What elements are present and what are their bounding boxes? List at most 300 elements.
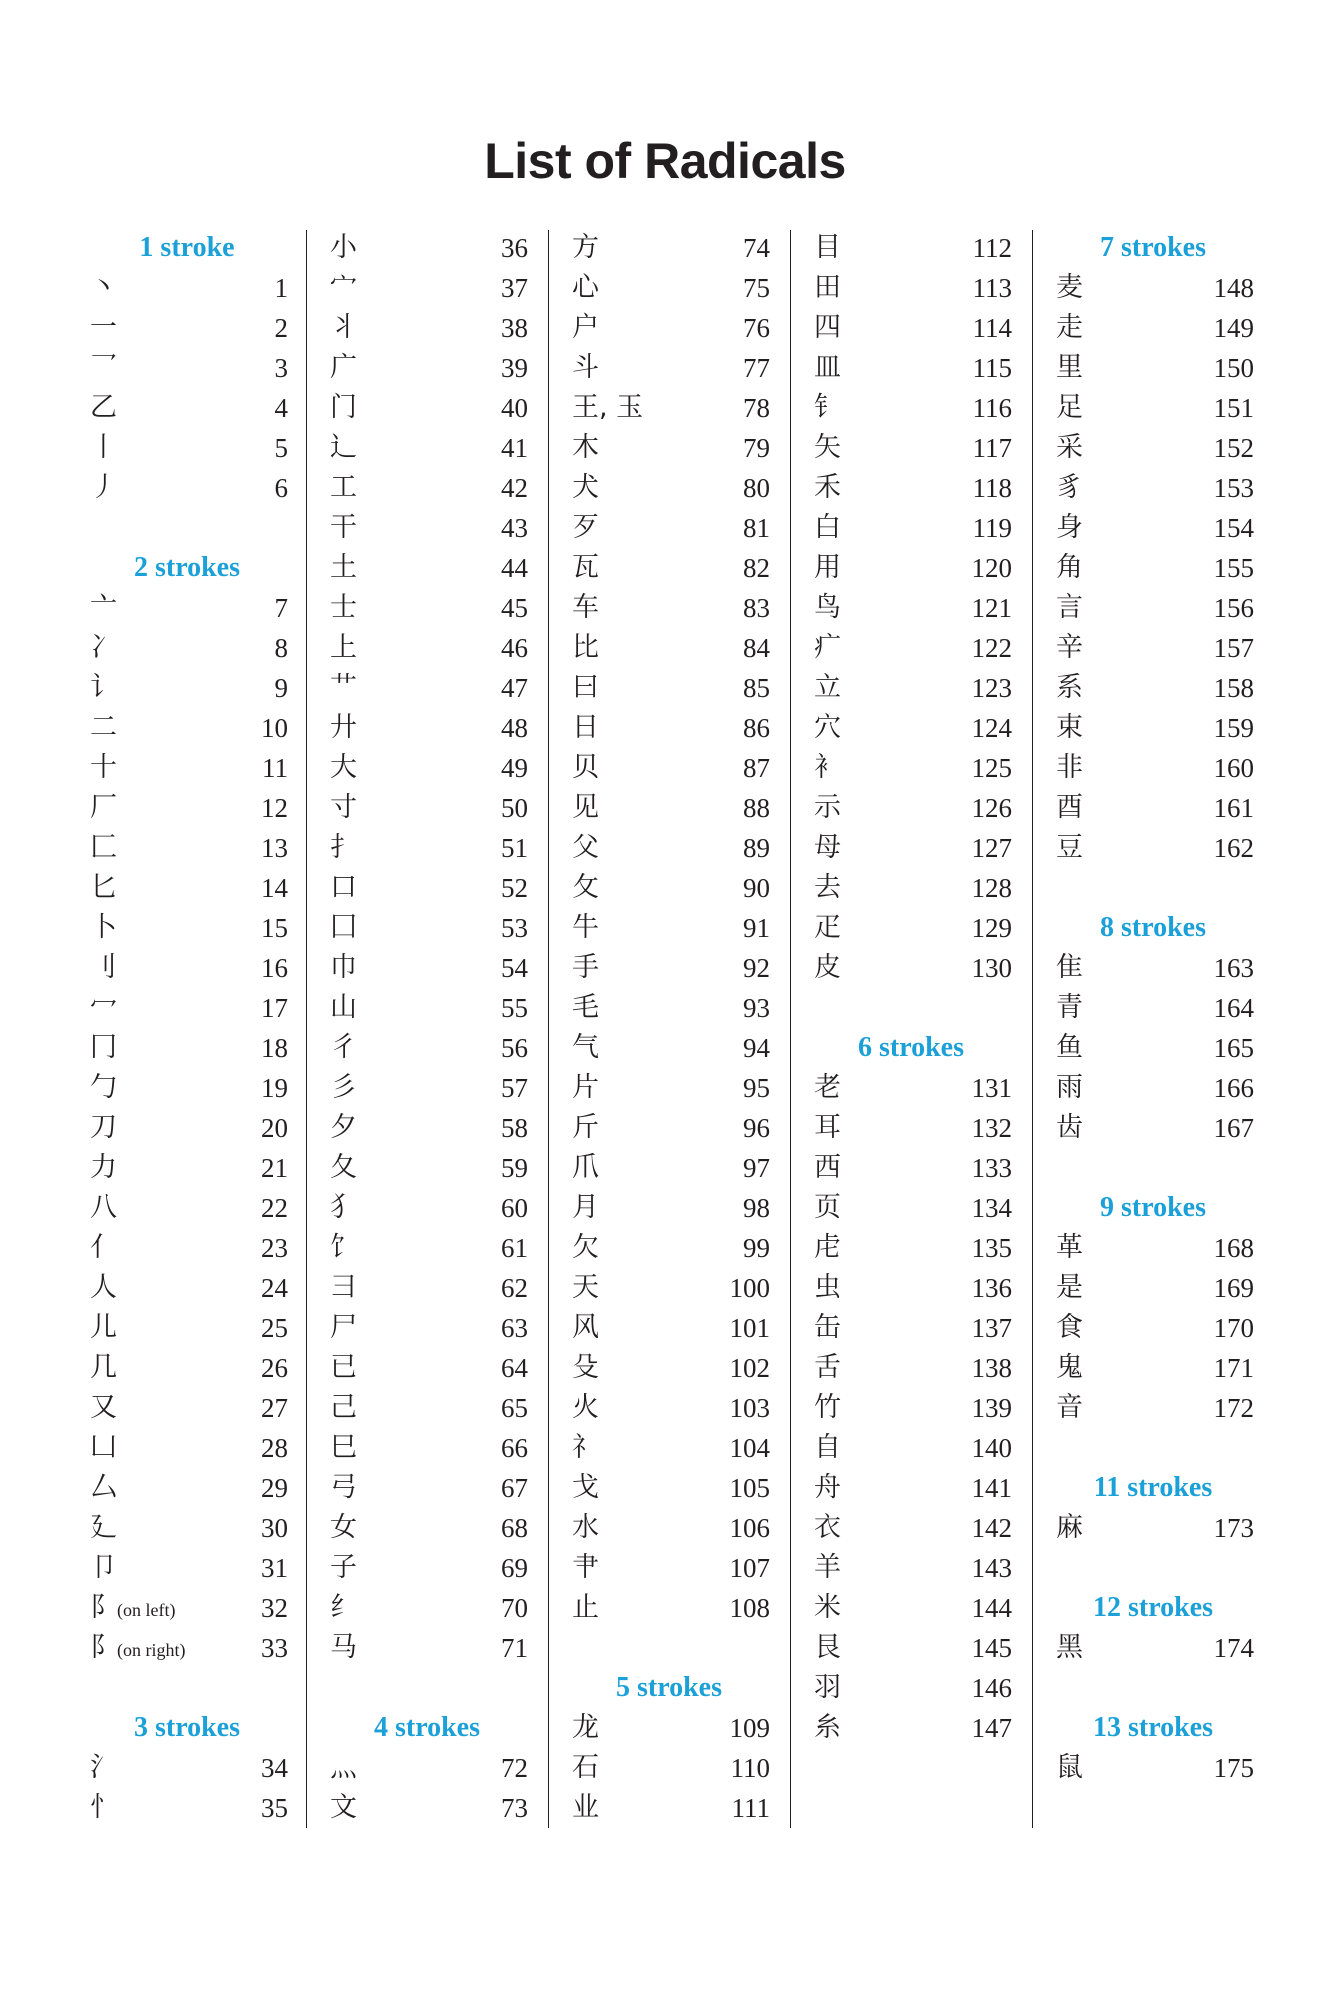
radical-column-4 — [806, 228, 1016, 1748]
radical-row — [322, 1308, 532, 1348]
radical-row — [322, 1148, 532, 1188]
radical-character — [1056, 828, 1083, 868]
radical-row — [322, 588, 532, 628]
radical-character — [90, 1748, 117, 1788]
radical-character — [90, 468, 117, 508]
radical-number: 43 — [501, 513, 528, 543]
radical-row — [82, 868, 292, 908]
radical-number: 88 — [743, 793, 770, 823]
radical-number: 131 — [971, 1073, 1012, 1103]
radical-character — [572, 508, 599, 548]
radical-character — [814, 1508, 841, 1548]
radical-glyph: 比 — [572, 632, 599, 663]
radical-character — [572, 1788, 599, 1828]
radical-number: 171 — [1213, 1353, 1254, 1383]
radical-number: 125 — [971, 753, 1012, 783]
radical-glyph: 鼠 — [1056, 1752, 1083, 1783]
radical-number: 141 — [971, 1473, 1012, 1503]
radical-number: 53 — [501, 913, 528, 943]
radical-number: 45 — [501, 593, 528, 623]
radical-character — [814, 228, 841, 268]
radical-row — [322, 828, 532, 868]
radical-number: 148 — [1213, 273, 1254, 303]
radical-row — [1048, 1748, 1258, 1788]
radical-row — [1048, 468, 1258, 508]
radical-glyph: 礻 — [572, 1432, 599, 1463]
radical-glyph: 子 — [330, 1552, 357, 1583]
radical-glyph: 户 — [572, 312, 599, 343]
radical-row — [82, 468, 292, 508]
radical-number: 162 — [1213, 833, 1254, 863]
radical-character — [90, 1148, 117, 1188]
radical-glyph: 辛 — [1056, 632, 1083, 663]
radical-glyph: 音 — [1056, 1392, 1083, 1423]
radical-row — [82, 388, 292, 428]
radical-number: 160 — [1213, 753, 1254, 783]
radical-character — [814, 308, 841, 348]
radical-character — [1056, 428, 1083, 468]
radical-number: 44 — [501, 553, 528, 583]
radical-glyph: 士 — [330, 592, 357, 623]
radical-number: 143 — [971, 1553, 1012, 1583]
column-divider — [548, 230, 549, 1828]
radical-character — [814, 828, 841, 868]
radical-number: 118 — [972, 473, 1012, 503]
radical-glyph: 束 — [1056, 712, 1083, 743]
radical-row — [322, 348, 532, 388]
radical-number: 107 — [729, 1553, 770, 1583]
radical-glyph: 龙 — [572, 1712, 599, 1743]
radical-number: 12 — [261, 793, 288, 823]
radical-row — [806, 508, 1016, 548]
radical-glyph: 豸 — [1056, 472, 1083, 503]
radical-row — [1048, 828, 1258, 868]
radical-row — [82, 1028, 292, 1068]
radical-character — [90, 748, 117, 788]
radical-row — [82, 428, 292, 468]
radical-glyph: 身 — [1056, 512, 1083, 543]
radical-character — [814, 868, 841, 908]
radical-glyph: 齿 — [1056, 1112, 1083, 1143]
radical-glyph: 月 — [572, 1192, 599, 1223]
radical-row — [1048, 588, 1258, 628]
radical-number: 157 — [1213, 633, 1254, 663]
radical-character — [814, 708, 841, 748]
radical-number: 129 — [971, 913, 1012, 943]
radical-character — [572, 1228, 599, 1268]
radical-glyph: 舟 — [814, 1472, 841, 1503]
radical-row — [82, 1388, 292, 1428]
radical-glyph: 匕 — [90, 872, 117, 903]
radical-number: 172 — [1213, 1393, 1254, 1423]
radical-character — [330, 228, 357, 268]
radical-row — [82, 308, 292, 348]
radical-character — [572, 1108, 599, 1148]
radical-number: 7 — [274, 593, 288, 623]
radical-character — [572, 868, 599, 908]
radical-character — [814, 428, 841, 468]
radical-character — [330, 1628, 357, 1668]
radical-number: 64 — [501, 1353, 528, 1383]
radical-glyph: 弓 — [330, 1472, 357, 1503]
radical-character — [814, 948, 841, 988]
radical-character — [572, 1708, 599, 1748]
radical-character — [330, 308, 357, 348]
radical-row — [806, 1268, 1016, 1308]
radical-glyph: 大 — [330, 752, 357, 783]
radical-position-note: (on left) — [117, 1600, 176, 1620]
radical-number: 94 — [743, 1033, 770, 1063]
radical-number: 105 — [729, 1473, 770, 1503]
radical-row — [806, 1308, 1016, 1348]
radical-glyph: 丶 — [90, 272, 117, 303]
radical-number: 136 — [971, 1273, 1012, 1303]
radical-glyph: 灬 — [330, 1752, 357, 1783]
radical-row — [564, 1788, 774, 1828]
radical-character — [572, 468, 599, 508]
radical-row — [806, 748, 1016, 788]
radical-row — [1048, 1028, 1258, 1068]
radical-character — [814, 748, 841, 788]
radical-character — [90, 948, 117, 988]
radical-character — [814, 1628, 841, 1668]
radical-glyph: 爪 — [572, 1152, 599, 1183]
radical-number: 69 — [501, 1553, 528, 1583]
radical-row — [564, 508, 774, 548]
radical-character — [572, 1068, 599, 1108]
radical-glyph: 田 — [814, 272, 841, 303]
radical-row — [564, 1228, 774, 1268]
radical-glyph: 示 — [814, 792, 841, 823]
radical-glyph: 业 — [572, 1792, 599, 1823]
radical-glyph: 犭 — [330, 1192, 357, 1223]
radical-number: 102 — [729, 1353, 770, 1383]
radical-glyph: 革 — [1056, 1232, 1083, 1263]
radical-number: 74 — [743, 233, 770, 263]
radical-row — [806, 1708, 1016, 1748]
radical-glyph: 竹 — [814, 1392, 841, 1423]
radical-row — [322, 1508, 532, 1548]
radical-character — [572, 908, 599, 948]
radical-glyph: 车 — [572, 592, 599, 623]
radical-glyph: 虫 — [814, 1272, 841, 1303]
radical-number: 149 — [1213, 313, 1254, 343]
radical-row — [322, 1068, 532, 1108]
radical-glyph: 四 — [814, 312, 841, 343]
radical-number: 72 — [501, 1753, 528, 1783]
radical-row — [806, 908, 1016, 948]
radical-glyph: 麻 — [1056, 1512, 1083, 1543]
stroke-group-heading: 8 strokes — [1099, 912, 1207, 943]
radical-row — [1048, 1068, 1258, 1108]
radical-character — [330, 1028, 357, 1068]
radical-number: 9 — [274, 673, 288, 703]
radical-number: 137 — [971, 1313, 1012, 1343]
radical-number: 33 — [261, 1633, 288, 1663]
radical-character — [814, 548, 841, 588]
radical-character — [90, 908, 117, 948]
radical-row — [322, 1748, 532, 1788]
radical-row — [1048, 508, 1258, 548]
radical-row — [564, 1748, 774, 1788]
radical-character — [572, 228, 599, 268]
radical-glyph: 殳 — [572, 1352, 599, 1383]
page-title: List of Radicals — [484, 133, 846, 189]
radical-number: 17 — [261, 993, 288, 1023]
radical-character — [330, 788, 357, 828]
radical-character — [814, 588, 841, 628]
radical-number: 73 — [501, 1793, 528, 1823]
radical-character — [814, 908, 841, 948]
radical-row — [806, 1388, 1016, 1428]
radical-number: 89 — [743, 833, 770, 863]
radical-character — [1056, 468, 1083, 508]
radical-glyph: 亠 — [90, 592, 117, 623]
radical-character — [572, 1428, 599, 1468]
radical-number: 48 — [501, 713, 528, 743]
radical-character — [330, 1068, 357, 1108]
radical-number: 155 — [1213, 553, 1254, 583]
radical-row — [82, 908, 292, 948]
radical-glyph: 鱼 — [1056, 1032, 1083, 1063]
radical-row — [1048, 1348, 1258, 1388]
radical-character — [90, 1388, 117, 1428]
radical-row — [82, 1508, 292, 1548]
radical-glyph: 二 — [90, 712, 117, 743]
radical-character — [90, 828, 117, 868]
stroke-group-heading: 11 strokes — [1093, 1472, 1213, 1503]
radical-character — [90, 708, 117, 748]
radical-character — [1056, 508, 1083, 548]
radical-number: 14 — [261, 873, 288, 903]
radical-row — [82, 828, 292, 868]
stroke-group-heading: 7 strokes — [1099, 232, 1207, 263]
radical-character — [572, 388, 643, 428]
radical-character — [814, 1708, 841, 1748]
radical-glyph: 冫 — [90, 632, 117, 663]
radical-character — [330, 748, 357, 788]
radical-number: 98 — [743, 1193, 770, 1223]
radical-row — [322, 1268, 532, 1308]
radical-character — [90, 1348, 117, 1388]
radical-glyph: 采 — [1056, 432, 1083, 463]
radical-character — [330, 428, 357, 468]
radical-glyph: 亻 — [90, 1232, 117, 1263]
radical-row — [82, 788, 292, 828]
radical-glyph: 斗 — [572, 352, 599, 383]
radical-number: 135 — [971, 1233, 1012, 1263]
radical-character — [330, 908, 357, 948]
radical-glyph: 衤 — [814, 752, 841, 783]
radical-row — [1048, 1508, 1258, 1548]
radical-row — [82, 1108, 292, 1148]
radical-glyph: 匚 — [90, 832, 117, 863]
radical-number: 128 — [971, 873, 1012, 903]
radical-glyph: 冖 — [90, 992, 117, 1023]
radical-glyph: 风 — [572, 1312, 599, 1343]
radical-row — [1048, 1108, 1258, 1148]
radical-row — [806, 268, 1016, 308]
radical-column-2 — [322, 228, 532, 1828]
radical-character — [814, 628, 841, 668]
radical-row — [806, 1148, 1016, 1188]
radical-number: 144 — [971, 1593, 1012, 1623]
radical-column-5 — [1048, 228, 1258, 1788]
radical-number: 106 — [729, 1513, 770, 1543]
radical-character — [90, 308, 117, 348]
radical-character — [90, 868, 117, 908]
radical-glyph: 小 — [330, 232, 357, 263]
radical-number: 58 — [501, 1113, 528, 1143]
radical-number: 111 — [731, 1793, 770, 1823]
radical-number: 15 — [261, 913, 288, 943]
stroke-group-heading: 2 strokes — [133, 552, 241, 583]
radical-number: 108 — [729, 1593, 770, 1623]
radical-glyph: 钅 — [814, 392, 841, 423]
radical-glyph: 手 — [572, 952, 599, 983]
radical-row — [1048, 708, 1258, 748]
radical-row — [564, 308, 774, 348]
radical-glyph: 冂 — [90, 1032, 117, 1063]
radical-number: 75 — [743, 273, 770, 303]
radical-number: 168 — [1213, 1233, 1254, 1263]
radical-glyph: 力 — [90, 1152, 117, 1183]
radical-glyph: 食 — [1056, 1312, 1083, 1343]
radical-glyph: 口 — [330, 872, 357, 903]
radical-number: 145 — [971, 1633, 1012, 1663]
radical-number: 165 — [1213, 1033, 1254, 1063]
radical-number: 42 — [501, 473, 528, 503]
radical-glyph: 是 — [1056, 1272, 1083, 1303]
radical-glyph: 疋 — [814, 912, 841, 943]
radical-character — [330, 1428, 357, 1468]
radical-glyph: 曰 — [572, 672, 599, 703]
radical-row — [82, 988, 292, 1028]
radical-character — [90, 1788, 117, 1828]
radical-row — [564, 828, 774, 868]
radical-row — [806, 1108, 1016, 1148]
radical-number: 104 — [729, 1433, 770, 1463]
radical-glyph: 攵 — [572, 872, 599, 903]
radical-number: 166 — [1213, 1073, 1254, 1103]
radical-glyph: 阝 — [90, 1632, 117, 1663]
radical-glyph: 麦 — [1056, 272, 1083, 303]
radical-row — [564, 1108, 774, 1148]
radical-row — [564, 788, 774, 828]
radical-number: 62 — [501, 1273, 528, 1303]
radical-character — [330, 548, 357, 588]
radical-glyph: 饣 — [330, 1232, 357, 1263]
radical-character — [814, 1268, 841, 1308]
radical-glyph: 立 — [814, 672, 841, 703]
radical-character — [814, 1468, 841, 1508]
radical-row — [564, 228, 774, 268]
radical-glyph: 隹 — [1056, 952, 1083, 983]
radical-glyph: 目 — [814, 232, 841, 263]
radical-character — [814, 268, 841, 308]
radical-glyph: 片 — [572, 1072, 599, 1103]
radical-number: 87 — [743, 753, 770, 783]
radical-row — [806, 868, 1016, 908]
radical-glyph: 心 — [572, 272, 599, 303]
radical-number: 146 — [971, 1673, 1012, 1703]
radical-glyph: 巳 — [330, 1432, 357, 1463]
radical-row — [564, 1708, 774, 1748]
radical-number: 120 — [971, 553, 1012, 583]
radical-row — [564, 348, 774, 388]
radical-row — [1048, 1388, 1258, 1428]
radical-glyph: 辶 — [330, 432, 357, 463]
radical-number: 49 — [501, 753, 528, 783]
radical-row — [82, 948, 292, 988]
radical-character — [330, 948, 357, 988]
radical-character — [572, 1388, 599, 1428]
radical-character — [330, 1188, 357, 1228]
stroke-group-heading: 5 strokes — [615, 1672, 723, 1703]
radical-row — [564, 628, 774, 668]
radical-number: 31 — [261, 1553, 288, 1583]
radical-number: 113 — [972, 273, 1012, 303]
radical-row — [806, 1068, 1016, 1108]
radical-row — [806, 1428, 1016, 1468]
radical-number: 26 — [261, 1353, 288, 1383]
radical-number: 121 — [971, 593, 1012, 623]
radical-row — [82, 1588, 292, 1628]
radical-glyph: 耳 — [814, 1112, 841, 1143]
radical-row — [806, 828, 1016, 868]
radical-character — [1056, 1508, 1083, 1548]
radical-row — [82, 1068, 292, 1108]
radical-number: 10 — [261, 713, 288, 743]
radical-number: 65 — [501, 1393, 528, 1423]
radical-row — [322, 1428, 532, 1468]
radical-character — [572, 1348, 599, 1388]
radical-character — [1056, 948, 1083, 988]
radical-glyph: 人 — [90, 1272, 117, 1303]
radical-glyph: 系 — [1056, 672, 1083, 703]
radical-row — [1048, 268, 1258, 308]
radical-character — [330, 1148, 357, 1188]
radical-glyph: 里 — [1056, 352, 1083, 383]
radical-glyph: 彳 — [330, 1032, 357, 1063]
radical-character — [90, 1548, 117, 1588]
radical-character — [572, 348, 599, 388]
radical-glyph: 乛 — [90, 352, 117, 383]
radical-character — [90, 1508, 117, 1548]
radical-glyph: 舌 — [814, 1352, 841, 1383]
radical-row — [564, 988, 774, 1028]
column-divider — [1032, 230, 1033, 1828]
radical-glyph: 贝 — [572, 752, 599, 783]
radical-glyph: 女 — [330, 1512, 357, 1543]
radical-character — [814, 1428, 841, 1468]
radical-glyph: 丨 — [90, 432, 117, 463]
radical-number: 126 — [971, 793, 1012, 823]
radical-column-3 — [564, 228, 774, 1828]
radical-number: 169 — [1213, 1273, 1254, 1303]
radical-character — [814, 508, 841, 548]
radical-character — [1056, 1348, 1083, 1388]
radical-glyph: 门 — [330, 392, 357, 423]
radical-number: 116 — [972, 393, 1012, 423]
radical-glyph: 寸 — [330, 792, 357, 823]
radical-number: 37 — [501, 273, 528, 303]
radical-number: 134 — [971, 1193, 1012, 1223]
radical-row — [82, 708, 292, 748]
radical-glyph: 止 — [572, 1592, 599, 1623]
spacer — [1048, 868, 1258, 908]
radical-number: 20 — [261, 1113, 288, 1143]
